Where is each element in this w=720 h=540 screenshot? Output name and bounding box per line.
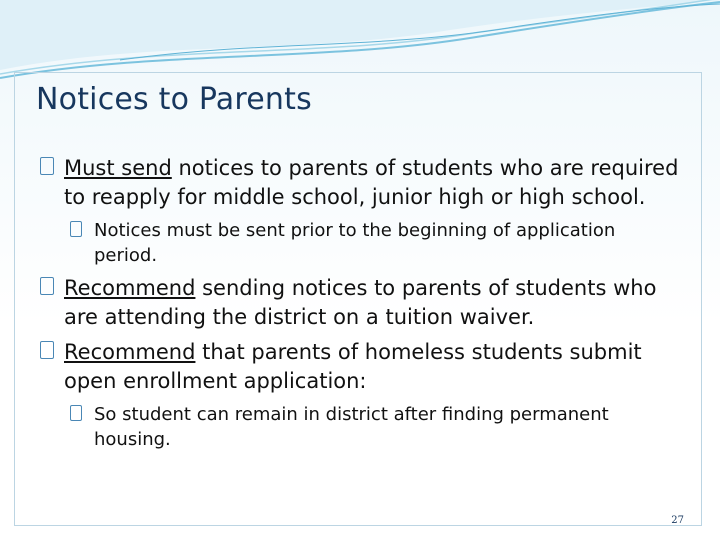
- bullet-emphasis: Must send: [64, 156, 172, 180]
- bullet-text: Notices must be sent prior to the beginning of application period.: [94, 220, 616, 266]
- bullet-item: [40, 338, 680, 396]
- sub-bullet-item: [70, 402, 680, 452]
- page-number: 27: [671, 515, 684, 526]
- bullet-box-icon: [40, 157, 54, 175]
- bullet-box-icon: [40, 341, 54, 359]
- bullet-box-icon: [70, 405, 82, 421]
- bullet-text: So student can remain in district after finding permanent housing.: [94, 404, 609, 450]
- bullet-item: [40, 274, 680, 332]
- bullet-list: [40, 154, 680, 458]
- bullet-box-icon: [40, 277, 54, 295]
- bullet-box-icon: [70, 221, 82, 237]
- bullet-emphasis: Recommend: [64, 276, 196, 300]
- bullet-text: notices to parents of students who are required to reapply for middle school, junior high or high school.: [64, 156, 679, 209]
- slide-title: Notices to Parents: [36, 82, 312, 117]
- sub-bullet-item: [70, 218, 680, 268]
- bullet-text: that parents of homeless students submit open enrollment application:: [64, 340, 642, 393]
- bullet-item: [40, 154, 680, 212]
- bullet-emphasis: Recommend: [64, 340, 196, 364]
- bullet-text: sending notices to parents of students who are attending the district on a tuition waiver.: [64, 276, 657, 329]
